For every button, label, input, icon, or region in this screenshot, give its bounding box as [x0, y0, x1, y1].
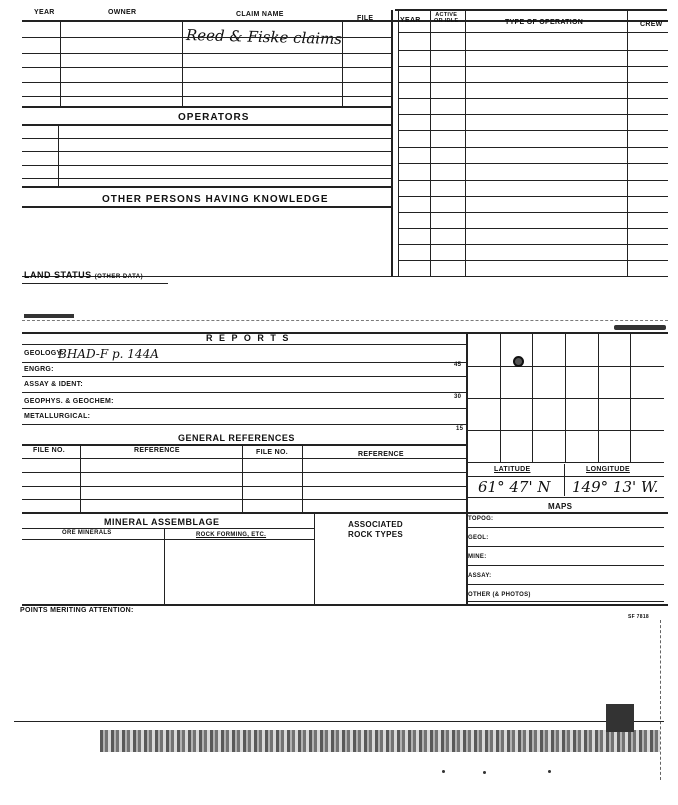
maps-row-geol: GEOL:: [468, 535, 489, 541]
report-label-engrg: ENGRG:: [24, 366, 54, 373]
mineral-header-ore: ORE MINERALS: [62, 530, 112, 536]
report-label-assay: ASSAY & IDENT:: [24, 381, 84, 388]
report-label-geology: GEOLOGY:: [24, 350, 64, 357]
form-number: SF 7818: [628, 614, 650, 620]
ref-header-file-no-2: FILE NO.: [256, 449, 288, 456]
maps-row-mine: MINE:: [468, 554, 487, 560]
operators-title: OPERATORS: [178, 112, 250, 123]
claim-entry: Reed & Fiske claims: [185, 25, 343, 49]
maps-row-other: OTHER (& PHOTOS): [468, 592, 531, 598]
header-file: FILE: [357, 15, 374, 22]
report-num-engrg: 45: [454, 362, 462, 368]
header-crew: CREW: [640, 21, 663, 28]
mineral-assemblage-title: MINERAL ASSEMBLAGE: [104, 517, 220, 527]
report-num-bottom: 15: [456, 426, 464, 432]
associated-rock-types-title: ASSOCIATED ROCK TYPES: [348, 520, 404, 539]
report-num-geophys: 30: [454, 394, 462, 400]
ref-header-file-no-1: FILE NO.: [33, 447, 65, 454]
header-year-2: YEAR: [400, 17, 421, 24]
mineral-header-rock-forming: ROCK FORMING, ETC.: [196, 532, 267, 538]
scan-edge-band: [100, 730, 660, 752]
header-owner: OWNER: [108, 9, 137, 16]
scan-mark-left: [24, 314, 74, 318]
report-value-geology: BHAD-F p. 144A: [58, 347, 159, 361]
report-label-metallurgical: METALLURGICAL:: [24, 413, 91, 420]
land-status-title: [24, 270, 143, 280]
longitude-label: LONGITUDE: [586, 466, 630, 473]
scan-mark-right: [614, 325, 666, 330]
header-active-idle: ACTIVE OR IDLE: [434, 12, 459, 24]
scan-square: [606, 704, 634, 732]
reports-title: R E P O R T S: [206, 333, 291, 343]
latitude-label: LATITUDE: [494, 466, 531, 473]
location-dot: [513, 356, 524, 367]
maps-title: MAPS: [548, 502, 573, 511]
header-year: YEAR: [34, 9, 55, 16]
general-references-title: GENERAL REFERENCES: [178, 433, 295, 443]
maps-row-assay: ASSAY:: [468, 573, 492, 579]
maps-row-topog: TOPOG:: [468, 516, 494, 522]
ref-header-reference-1: REFERENCE: [134, 447, 180, 454]
report-label-geophys: GEOPHYS. & GEOCHEM:: [24, 398, 114, 405]
header-type-of-operation: TYPE OF OPERATION: [505, 19, 584, 26]
other-persons-title: OTHER PERSONS HAVING KNOWLEDGE: [102, 194, 329, 205]
ref-header-reference-2: REFERENCE: [358, 451, 404, 458]
latitude-value: 61° 47' N: [478, 478, 551, 496]
land-status-label: LAND STATUS: [24, 270, 92, 280]
longitude-value: 149° 13' W.: [572, 478, 659, 496]
header-claim-name: CLAIM NAME: [236, 11, 284, 18]
land-status-note: (OTHER DATA): [94, 274, 144, 280]
points-meriting-title: POINTS MERITING ATTENTION:: [20, 607, 134, 614]
